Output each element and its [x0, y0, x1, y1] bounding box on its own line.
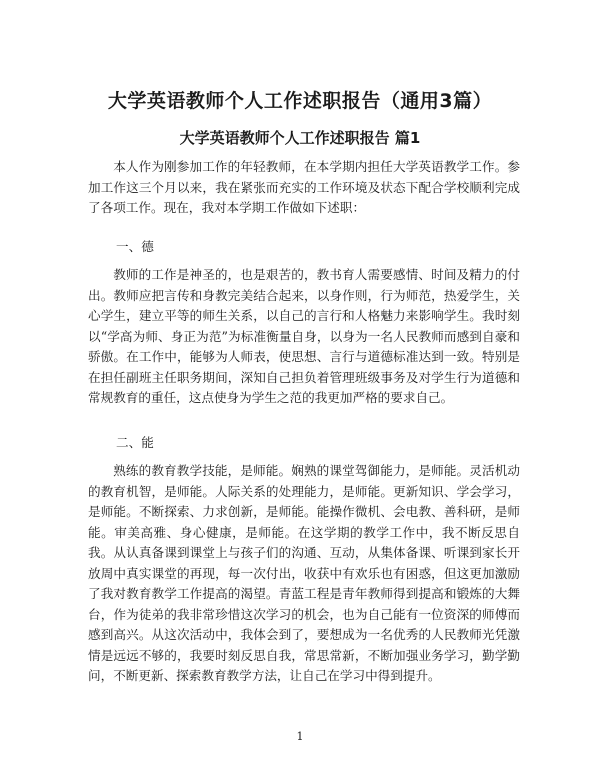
document-title: 大学英语教师个人工作述职报告（通用3篇）	[107, 90, 493, 112]
intro-paragraph: 本人作为刚参加工作的年轻教师，在本学期内担任大学英语教学工作。参加工作这三个月以来，我在紧张而充实的工作环境及状态下配合学校顺利完成了各项工作。现在，我对本学期工作做如下述职：	[88, 159, 520, 215]
heading-de: 一、德	[116, 239, 154, 254]
neng-paragraph: 熟练的教育教学技能，是师能。娴熟的课堂驾御能力，是师能。灵活机动的教育机智，是师能。人际关系的处理能力，是师能。更新知识、学会学习，是师能。不断探索、力求创新，是师能。能操作微机、会电教、善科研，是师能。审美高雅、身心健康，是师能。在这学期的教学工作中，我不断反思自我。从认真备课到课堂上与孩子们的沟通、互动，从集体备课、听课到家长开放周中真实课堂的再现，每一次付出，收获中有欢乐也有困惑，但这更加激励了我对教育教学工作提高的渴望。青蓝工程是青年教师得到提高和锻炼的大舞台，作为徒弟的我非常珍惜这次学习的机会，也为自己能有一位资深的师傅而感到高兴。从这次活动中，我体会到了，要想成为一名优秀的人民教师光凭激情是远远不够的，我要时刻反思自我，常思常新，不断加强业务学习，勤学勤问，不断更新、探索教育教学方法，让自己在学习中得到提升。	[88, 463, 520, 683]
de-paragraph: 教师的工作是神圣的，也是艰苦的，教书育人需要感情、时间及精力的付出。教师应把言传和身教完美结合起来，以身作则，行为师范，热爱学生，关心学生，建立平等的师生关系，以自己的言行和人格魅力来影响学生。我时刻以“学高为师、身正为范”为标准衡量自身，以身为一名人民教师而感到自豪和骄傲。在工作中，能够为人师表，使思想、言行与道德标准达到一致。特别是在担任副班主任职务期间，深知自己担负着管理班级事务及对学生行为道德和常规教育的重任，这点使身为学生之范的我更加严格的要求自己。	[88, 267, 520, 405]
page-number: 1	[296, 730, 304, 743]
heading-neng: 二、能	[116, 435, 154, 450]
section-title: 大学英语教师个人工作述职报告 篇1	[179, 129, 421, 147]
